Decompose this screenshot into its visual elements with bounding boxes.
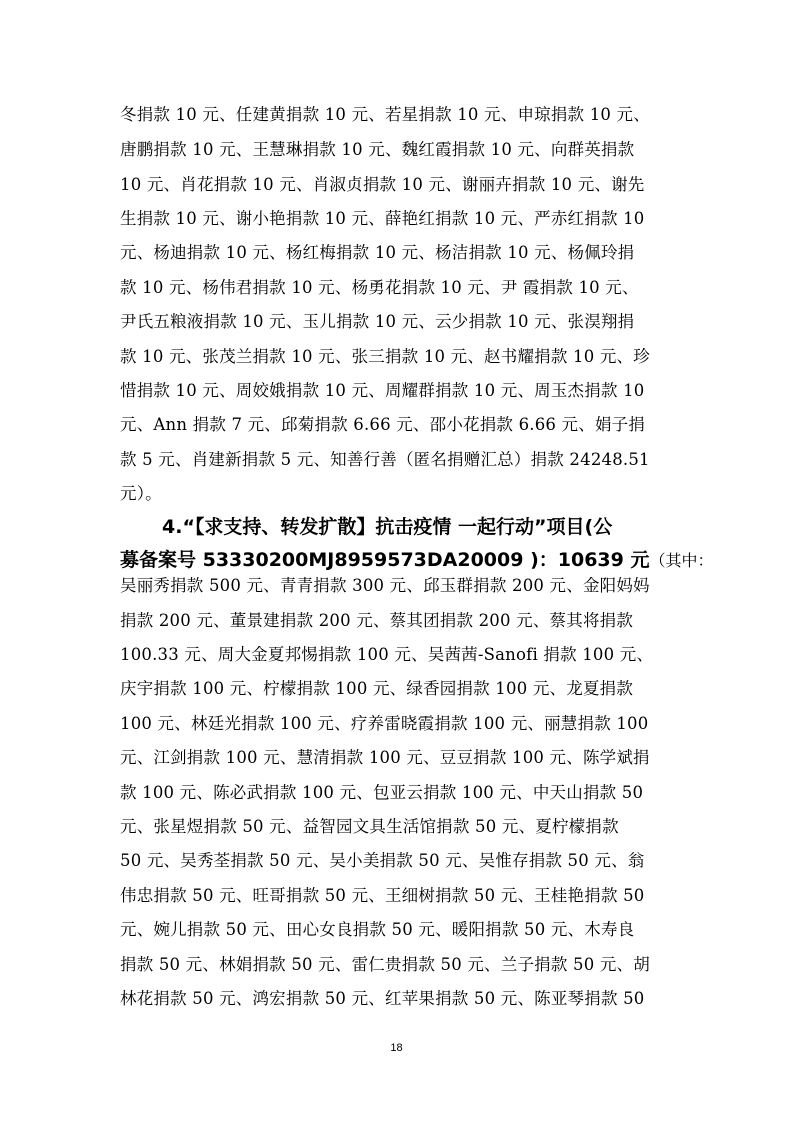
paragraph-line: 吴丽秀捐款 500 元、青青捐款 300 元、邱玉群捐款 200 元、金阳妈妈 (120, 576, 650, 595)
paragraph-line: 元、杨迪捐款 10 元、杨红梅捐款 10 元、杨洁捐款 10 元、杨佩玲捐 (120, 243, 635, 262)
paragraph-line: 生捐款 10 元、谢小艳捐款 10 元、薛艳红捐款 10 元、严赤红捐款 10 (120, 209, 645, 228)
page-number: 18 (390, 1042, 403, 1054)
paragraph-line: 元）。 (120, 484, 162, 503)
paragraph-line: 唐鹏捐款 10 元、王慧琳捐款 10 元、魏红霞捐款 10 元、向群英捐款 (120, 140, 635, 159)
paragraph-line: 款 10 元、张茂兰捐款 10 元、张三捐款 10 元、赵书耀捐款 10 元、珍 (120, 347, 650, 366)
paragraph-line: 100.33 元、周大金夏邦惕捐款 100 元、吴茜茜-Sanofi 捐款 100 元、 (120, 645, 654, 664)
paragraph-line: 100 元、林廷光捐款 100 元、疗养雷晓霞捐款 100 元、丽慧捐款 100 (120, 714, 649, 733)
paragraph-line: 元、江剑捐款 100 元、慧清捐款 100 元、豆豆捐款 100 元、陈学斌捐 (120, 748, 650, 767)
paragraph-line: 50 元、吴秀荃捐款 50 元、吴小美捐款 50 元、吴惟存捐款 50 元、翁 (120, 851, 645, 870)
paragraph-line: 款 10 元、杨伟君捐款 10 元、杨勇花捐款 10 元、尹 霞捐款 10 元、 (120, 278, 639, 297)
paragraph-line: 惜捐款 10 元、周姣娥捐款 10 元、周耀群捐款 10 元、周玉杰捐款 10 (120, 381, 645, 400)
paragraph-line: 款 100 元、陈必武捐款 100 元、包亚云捐款 100 元、中天山捐款 50 (120, 783, 644, 802)
paragraph-line: 捐款 50 元、林娟捐款 50 元、雷仁贵捐款 50 元、兰子捐款 50 元、胡 (120, 955, 650, 974)
paragraph-line: 尹氏五粮液捐款 10 元、玉儿捐款 10 元、云少捐款 10 元、张淏翔捐 (120, 312, 635, 331)
paragraph-line: 元、Ann 捐款 7 元、邱菊捐款 6.66 元、邵小花捐款 6.66 元、娟子捐 (120, 415, 646, 434)
paragraph-line: 伟忠捐款 50 元、旺哥捐款 50 元、王细树捐款 50 元、王桂艳捐款 50 (120, 886, 645, 905)
paragraph-line: 冬捐款 10 元、任建黄捐款 10 元、若星捐款 10 元、申琼捐款 10 元、 (120, 105, 650, 124)
paragraph-line: 捐款 200 元、董景建捐款 200 元、蔡其团捐款 200 元、蔡其将捐款 (120, 611, 634, 630)
paragraph-line: 林花捐款 50 元、鸿宏捐款 50 元、红苹果捐款 50 元、陈亚琴捐款 50 (120, 989, 645, 1008)
section-heading-line-2 (120, 547, 714, 574)
section-heading-note: （其中： (649, 551, 714, 570)
section-heading-total: 募备案号 53330200MJ8959573DA20009 )：10639 元 (120, 549, 650, 571)
paragraph-line: 元、婉儿捐款 50 元、田心女良捐款 50 元、暖阳捐款 50 元、木寿良 (120, 920, 635, 939)
section-heading-line-1 (120, 514, 700, 541)
paragraph-line: 10 元、肖花捐款 10 元、肖淑贞捐款 10 元、谢丽卉捐款 10 元、谢先 (120, 175, 645, 194)
paragraph-line: 款 5 元、肖建新捐款 5 元、知善行善（匿名捐赠汇总）捐款 24248.51 (120, 450, 650, 469)
paragraph-line: 元、张星煜捐款 50 元、益智园文具生活馆捐款 50 元、夏柠檬捐款 (120, 817, 619, 836)
section-heading-title: 4.“【求支持、转发扩散】抗击疫情 一起行动”项目(公 (162, 516, 613, 538)
paragraph-line: 庆宇捐款 100 元、柠檬捐款 100 元、绿香园捐款 100 元、龙夏捐款 (120, 679, 634, 698)
